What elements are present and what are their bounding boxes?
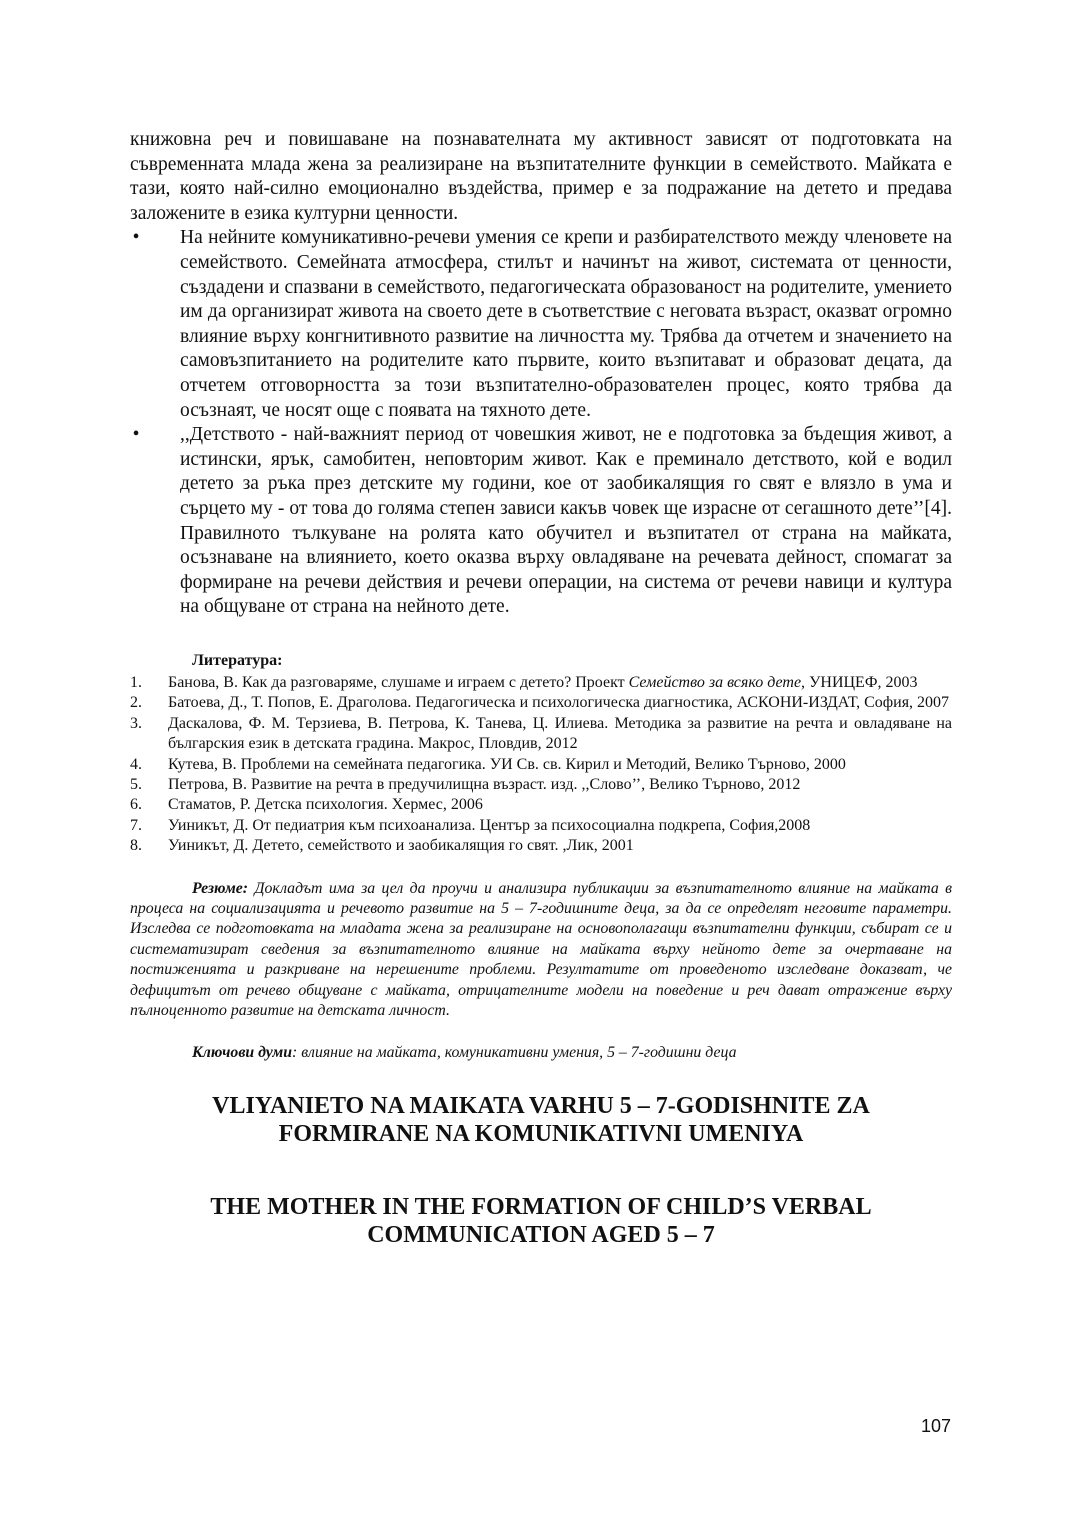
- bullet-item: [130, 226, 952, 423]
- reference-text: Банова, В. Как да разговаряме, слушаме и играем с детето? Проект: [168, 673, 629, 691]
- reference-text: Кутева, В. Проблеми на семейната педагогика. УИ Св. св. Кирил и Методий, Велико Търново, 2000: [168, 755, 846, 773]
- title-english: [130, 1193, 952, 1249]
- reference-item: [130, 816, 952, 836]
- title-english-line1: THE MOTHER IN THE FORMATION OF CHILD’S VERBAL: [210, 1194, 872, 1221]
- reference-text: Уиникът, Д. От педиатрия към психоанализа. Център за психосоциална подкрепа, София,2008: [168, 816, 811, 834]
- reference-item: [130, 693, 952, 713]
- intro-paragraph: книжовна реч и повишаване на познавателната му активност зависят от подготовката на съвременната млада жена за реализиране на възпитателните функции в семейството. Майката е тази, която най-силно емоционално въздейства, пример е за подражание на детето и предава заложените в езика културни ценности.: [130, 129, 952, 224]
- reference-list: [130, 673, 952, 857]
- reference-item: [130, 795, 952, 815]
- reference-text: Стаматов, Р. Детска психология. Хермес, 2006: [168, 796, 483, 814]
- summary-label: Резюме:: [192, 879, 249, 897]
- reference-item: [130, 836, 952, 856]
- reference-number: 7.: [130, 816, 142, 834]
- reference-number: 5.: [130, 775, 142, 793]
- reference-text: Петрова, В. Развитие на речта в предучилищна възраст. изд. ,,Слово’’, Велико Търново, 2012: [168, 775, 801, 793]
- title-transliterated: [130, 1092, 952, 1148]
- page-number: 107: [920, 1416, 951, 1436]
- title-transliterated-line1: VLIYANIETO NA MAIKATA VARHU 5 – 7-GODISHNITE ZA: [212, 1093, 870, 1120]
- reference-text: Даскалова, Ф. М. Терзиева, В. Петрова, К. Танева, Ц. Илиева. Методика за развитие на речта и овладяване на българския език в детската градина. Макрос, Пловдив, 2012: [168, 714, 952, 753]
- title-transliterated-line2: FORMIRANE NA KOMUNIKATIVNI UMENIYA: [278, 1121, 804, 1148]
- summary-abstract: [130, 879, 952, 1022]
- reference-item: [130, 714, 952, 755]
- bullet-text: На нейните комуникативно-речеви умения се крепи и разбирателството между членовете на семейството. Семейната атмосфера, стилът и начинът на живот, системата от ценности, създадени и спазвани в семейството, педагогическата образованост на родителите, умението им да организират живота на своето дете в съответствие с неговата възраст, оказват огромно влияние върху конгнитивното развитие на личността му. Трябва да отчетем и значението на самовъзпитанието на родителите като първите, които възпитават и образоват децата, да отчетем отговорността за този възпитателно-образователен процес, която трябва да осъзнаят, че носят още с появата на тяхното дете.: [180, 227, 952, 421]
- reference-italic-title: Семейство за всяко дете,: [628, 673, 806, 691]
- keywords-label: Ключови думи: [192, 1044, 292, 1062]
- reference-number: 3.: [130, 714, 142, 732]
- bullet-item: [130, 423, 952, 620]
- reference-number: 2.: [130, 694, 142, 712]
- bullet-list: [130, 226, 952, 620]
- reference-text-end: УНИЦЕФ, 2003: [805, 673, 918, 691]
- reference-item: [130, 775, 952, 795]
- reference-number: 8.: [130, 837, 142, 855]
- reference-number: 6.: [130, 796, 142, 814]
- keywords: [192, 1043, 952, 1063]
- bullet-icon: •: [132, 227, 140, 249]
- reference-item: [130, 673, 952, 693]
- title-english-line2: COMMUNICATION AGED 5 – 7: [367, 1222, 715, 1249]
- reference-item: [130, 755, 952, 775]
- reference-text: Батоева, Д., Т. Попов, Е. Драголова. Педагогическа и психологическа диагностика, АСКОНИ-ИЗДАТ, София, 2007: [168, 694, 950, 712]
- reference-number: 4.: [130, 755, 142, 773]
- reference-number: 1.: [130, 673, 142, 691]
- bullet-icon: •: [132, 424, 140, 446]
- bullet-text: ,,Детството - най-важният период от човешкия живот, не е подготовка за бъдещия живот, а истински, ярък, самобитен, неповторим живот. Как е преминало детството, кой е водил детето за ръка през детските му години, кое от заобикалящия го свят е влязло в ума и сърцето му - от това до голяма степен зависи какъв човек ще израсне от сегашното дете’’[4]. Правилното тълкуване на ролята като обучител и възпитател от страна на майката, осъзнаване на влиянието, което оказва върху овладяване на речевата дейност, спомагат за формиране на речеви действия и речеви операции, на система от речеви навици и култура на общуване от страна на нейното дете.: [180, 424, 952, 618]
- summary-text: Докладът има за цел да проучи и анализира публикации за възпитателното влияние на майката в процеса на социализацията и речевото развитие на 5 – 7-годишните деца, за да се определят неговите параметри. Изследва се подготовката на младата жена за реализиране на основополагащи възпитателни функции, събират се и систематизират сведения за възпитателното влияние на майката върху нейното дете за очертаване на постиженията и разкриване на нерешените проблеми. Резултатите от проведеното изследване доказват, че дефицитът от речево общуване с майката, отрицателните модели на поведение и реч дават отражение върху пълноценното развитие на детската личност.: [130, 879, 952, 1019]
- literature-heading: Литература:: [192, 651, 283, 669]
- document-page: [130, 128, 952, 1249]
- reference-text: Уиникът, Д. Детето, семейството и заобикалящия го свят. ,Лик, 2001: [168, 837, 634, 855]
- keywords-text: : влияние на майката, комуникативни умения, 5 – 7-годишни деца: [291, 1044, 737, 1062]
